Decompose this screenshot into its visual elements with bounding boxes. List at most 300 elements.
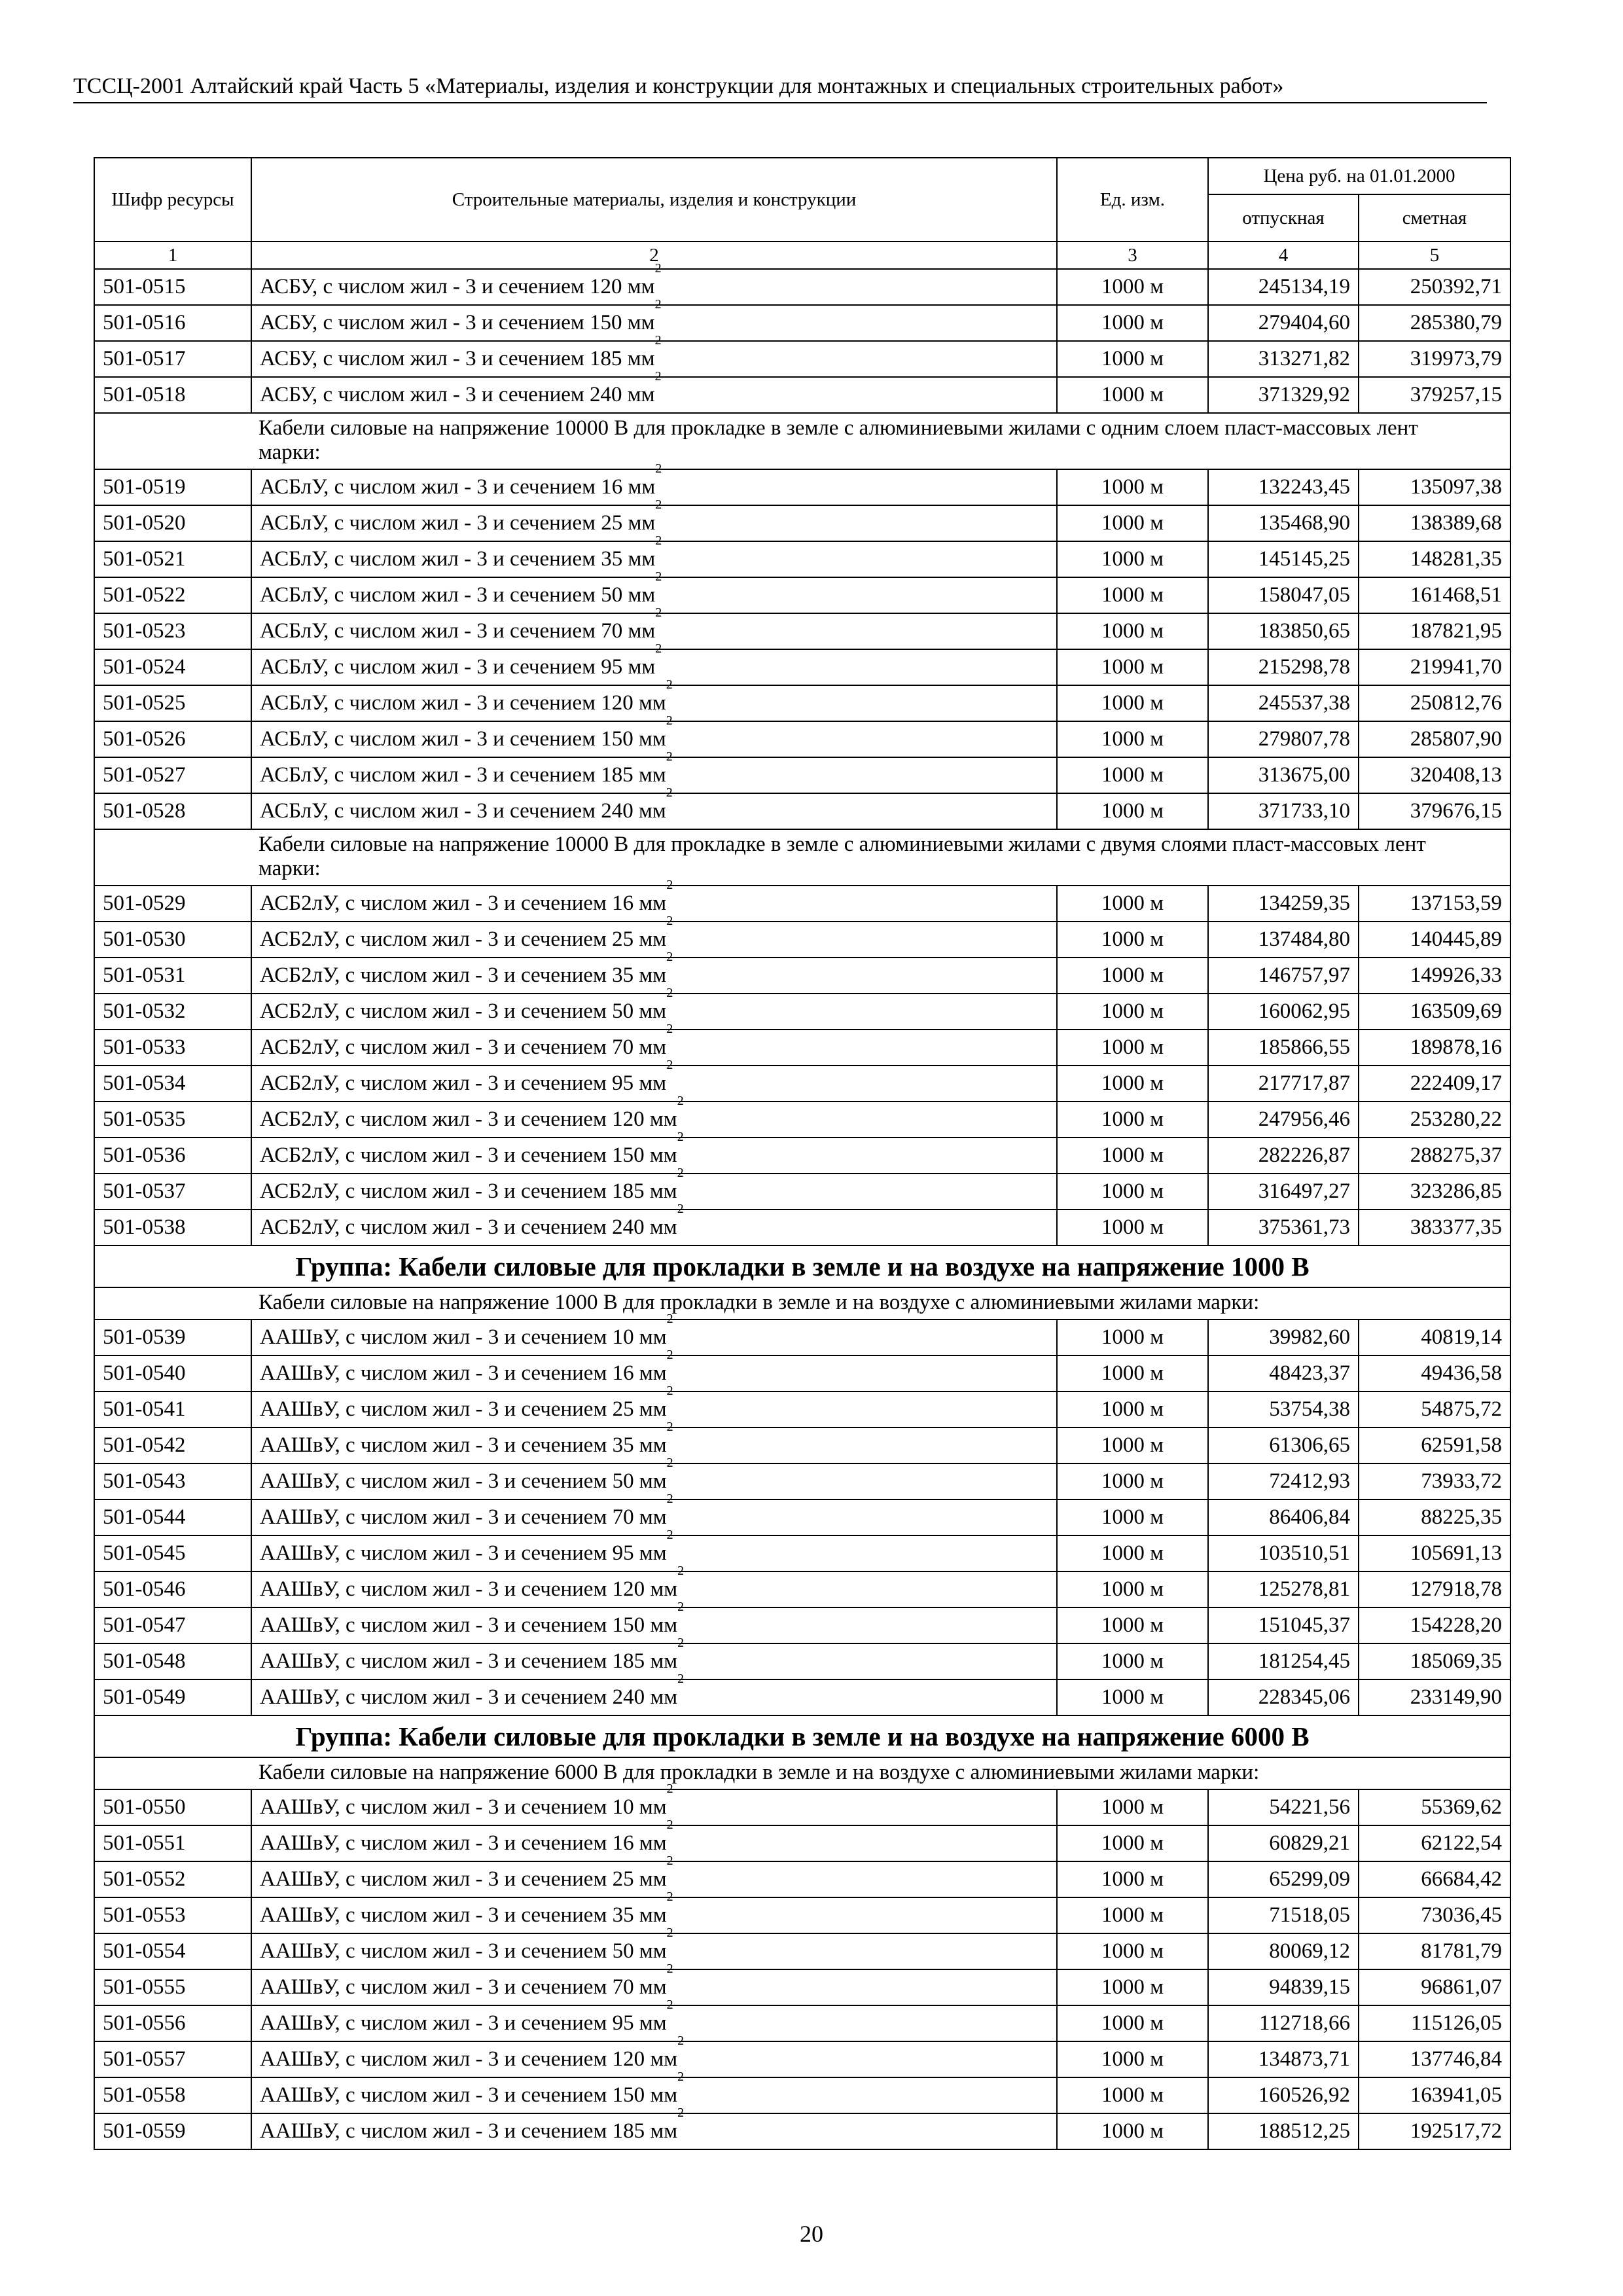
release-price (1208, 649, 1359, 685)
unit-of-measure (1057, 2005, 1208, 2041)
material-name (251, 950, 1057, 994)
unit-of-measure (1057, 1607, 1208, 1643)
superscript-2: 2 (666, 1818, 673, 1832)
release-price (1208, 721, 1359, 757)
unit-of-measure-text: 1000 м (1101, 1867, 1164, 1891)
release-price (1208, 1210, 1359, 1246)
release-price-text: 158047,05 (1258, 583, 1350, 607)
table-row (94, 305, 1510, 341)
release-price-text: 313675,00 (1258, 763, 1350, 787)
unit-of-measure-text: 1000 м (1101, 1613, 1164, 1637)
estimate-price (1359, 1607, 1510, 1643)
estimate-price-text: 189878,16 (1410, 1035, 1502, 1059)
release-price-text: 313271,82 (1258, 347, 1350, 370)
page-number: 20 (800, 2221, 823, 2247)
resource-code (94, 1355, 251, 1391)
release-price-text: 146757,97 (1258, 963, 1350, 987)
material-name-text: ААШвУ, с числом жил - 3 и сечением 120 мм (260, 1577, 678, 1601)
estimate-price-text: 138389,68 (1410, 511, 1502, 535)
superscript-2: 2 (666, 878, 673, 892)
material-name (251, 713, 1057, 757)
material-name-text: ААШвУ, с числом жил - 3 и сечением 240 мм (260, 1685, 678, 1709)
release-price-text: 72412,93 (1269, 1469, 1350, 1493)
unit-of-measure-text: 1000 м (1101, 1975, 1164, 1999)
table-row (94, 2041, 1510, 2077)
release-price (1208, 1607, 1359, 1643)
material-name-text: АСБ2лУ, с числом жил - 3 и сечением 50 мм (260, 999, 667, 1023)
estimate-price-text: 285807,90 (1410, 727, 1502, 751)
resource-code-text: 501-0554 (103, 1939, 186, 1963)
table-row (94, 1499, 1510, 1535)
unit-of-measure (1057, 1102, 1208, 1138)
table-body (94, 242, 1510, 2149)
unit-of-measure-text: 1000 м (1101, 1649, 1164, 1673)
unit-of-measure (1057, 1789, 1208, 1825)
unit-of-measure (1057, 1319, 1208, 1355)
estimate-price-text: 233149,90 (1410, 1685, 1502, 1709)
estimate-price (1359, 305, 1510, 341)
release-price (1208, 886, 1359, 922)
unit-of-measure (1057, 1969, 1208, 2005)
resource-code (94, 469, 251, 505)
table-row (94, 1138, 1510, 1174)
estimate-price (1359, 886, 1510, 922)
material-name (251, 1312, 1057, 1355)
unit-of-measure (1057, 377, 1208, 413)
superscript-2: 2 (654, 333, 662, 348)
price-table (94, 157, 1511, 2150)
table-row (94, 469, 1510, 505)
release-price (1208, 377, 1359, 413)
estimate-price-text: 187821,95 (1410, 619, 1502, 643)
release-price (1208, 613, 1359, 649)
estimate-price-text: 379676,15 (1410, 799, 1502, 823)
release-price (1208, 1174, 1359, 1210)
resource-code-text: 501-0516 (103, 311, 186, 334)
estimate-price (1359, 1499, 1510, 1535)
resource-code (94, 649, 251, 685)
superscript-2: 2 (666, 1962, 673, 1976)
unit-of-measure (1057, 1174, 1208, 1210)
table-row (94, 1210, 1510, 1246)
resource-code (94, 958, 251, 994)
group-row (94, 1246, 1510, 1287)
unit-of-measure-text: 1000 м (1101, 999, 1164, 1023)
estimate-price (1359, 1174, 1510, 1210)
unit-of-measure (1057, 649, 1208, 685)
estimate-price-text: 253280,22 (1410, 1107, 1502, 1131)
material-name-text: АСБУ, с числом жил - 3 и сечением 120 мм (260, 275, 655, 298)
release-price (1208, 2041, 1359, 2077)
material-name (251, 641, 1057, 685)
material-name-text: АСБУ, с числом жил - 3 и сечением 185 мм (260, 347, 655, 370)
material-name (251, 1420, 1057, 1463)
resource-code-text: 501-0558 (103, 2083, 186, 2107)
release-price-text: 151045,37 (1258, 1613, 1350, 1637)
material-name (251, 1854, 1057, 1897)
estimate-price (1359, 1789, 1510, 1825)
resource-code (94, 922, 251, 958)
release-price-text: 145145,25 (1258, 547, 1350, 571)
superscript-2: 2 (666, 1528, 673, 1542)
superscript-2: 2 (654, 297, 662, 312)
resource-code (94, 1319, 251, 1355)
material-name-text: АСБУ, с числом жил - 3 и сечением 240 мм (260, 383, 655, 406)
material-name (251, 461, 1057, 505)
superscript-2: 2 (677, 1600, 685, 1614)
material-name-text: АСБлУ, с числом жил - 3 и сечением 70 мм (260, 619, 656, 643)
material-name (251, 261, 1057, 305)
resource-code-text: 501-0549 (103, 1685, 186, 1709)
unit-of-measure-text: 1000 м (1101, 763, 1164, 787)
release-price-text: 181254,45 (1258, 1649, 1350, 1673)
unit-of-measure-text: 1000 м (1101, 311, 1164, 334)
material-name (251, 2034, 1057, 2077)
release-price (1208, 1499, 1359, 1535)
release-price (1208, 505, 1359, 541)
superscript-2: 2 (677, 1130, 684, 1144)
estimate-price-text: 115126,05 (1410, 2011, 1502, 2035)
superscript-2: 2 (666, 785, 673, 800)
estimate-price (1359, 721, 1510, 757)
resource-code (94, 1066, 251, 1102)
material-name (251, 333, 1057, 377)
release-price-text: 215298,78 (1258, 655, 1350, 679)
estimate-price-text: 319973,79 (1410, 347, 1502, 370)
unit-of-measure (1057, 1643, 1208, 1679)
material-name (251, 1600, 1057, 1643)
release-price-text: 86406,84 (1269, 1505, 1350, 1529)
unit-of-measure (1057, 1679, 1208, 1715)
table-row (94, 922, 1510, 958)
release-price-text: 135468,90 (1258, 511, 1350, 535)
estimate-price (1359, 1643, 1510, 1679)
group-title: Группа: Кабели силовые для прокладки в земле и на воздухе на напряжение 6000 В (295, 1721, 1310, 1751)
material-name-text: ААШвУ, с числом жил - 3 и сечением 35 мм (260, 1433, 667, 1457)
material-name (251, 369, 1057, 413)
subsection-title: Кабели силовые на напряжение 6000 В для прокладки в земле и на воздухе с алюминиевыми жилами марки: (259, 1761, 1260, 1784)
group-cell (94, 1246, 1510, 1287)
column-number: 4 (1208, 242, 1359, 269)
material-name-text: АСБ2лУ, с числом жил - 3 и сечением 185 мм (260, 1179, 677, 1203)
unit-of-measure-text: 1000 м (1101, 1215, 1164, 1239)
unit-of-measure (1057, 958, 1208, 994)
estimate-price-text: 250392,71 (1410, 275, 1502, 298)
subsection-title: Кабели силовые на напряжение 10000 В для прокладке в земле с алюминиевыми жилами с одним слоем пласт-массовых лент марки: (259, 416, 1418, 464)
superscript-2: 2 (655, 605, 662, 620)
estimate-price-text: 88225,35 (1421, 1505, 1502, 1529)
unit-of-measure-text: 1000 м (1101, 655, 1164, 679)
release-price-text: 125278,81 (1258, 1577, 1350, 1601)
material-name (251, 749, 1057, 793)
material-name (251, 1926, 1057, 1969)
material-name-text: ААШвУ, с числом жил - 3 и сечением 35 мм (260, 1903, 667, 1927)
material-name (251, 2070, 1057, 2113)
estimate-price (1359, 1933, 1510, 1969)
resource-code-text: 501-0537 (103, 1179, 186, 1203)
release-price (1208, 1463, 1359, 1499)
estimate-price-text: 73036,45 (1421, 1903, 1502, 1927)
material-name-text: АСБ2лУ, с числом жил - 3 и сечением 35 мм (260, 963, 667, 987)
estimate-price (1359, 922, 1510, 958)
resource-code-text: 501-0553 (103, 1903, 186, 1927)
estimate-price (1359, 1066, 1510, 1102)
subsection-cell (94, 413, 1510, 469)
table-row (94, 1319, 1510, 1355)
table-row (94, 541, 1510, 577)
resource-code (94, 377, 251, 413)
group-row (94, 1715, 1510, 1757)
release-price-text: 54221,56 (1269, 1795, 1350, 1819)
resource-code (94, 1030, 251, 1066)
resource-code-text: 501-0556 (103, 2011, 186, 2035)
material-name-text: АСБлУ, с числом жил - 3 и сечением 150 мм (260, 727, 666, 751)
resource-code-text: 501-0541 (103, 1397, 186, 1421)
release-price (1208, 2005, 1359, 2041)
release-price-text: 247956,46 (1258, 1107, 1350, 1131)
estimate-price-text: 250812,76 (1410, 691, 1502, 715)
release-price-text: 94839,15 (1269, 1975, 1350, 1999)
table-row (94, 505, 1510, 541)
release-price-text: 160062,95 (1258, 999, 1350, 1023)
unit-of-measure (1057, 1210, 1208, 1246)
material-name-text: АСБлУ, с числом жил - 3 и сечением 95 мм (260, 655, 656, 679)
estimate-price-text: 54875,72 (1421, 1397, 1502, 1421)
release-price-text: 39982,60 (1269, 1325, 1350, 1349)
table-row (94, 377, 1510, 413)
release-price (1208, 305, 1359, 341)
resource-code-text: 501-0538 (103, 1215, 186, 1239)
table-row (94, 613, 1510, 649)
resource-code (94, 1933, 251, 1969)
subsection-cell (94, 829, 1510, 886)
table-row (94, 1571, 1510, 1607)
estimate-price (1359, 1391, 1510, 1427)
resource-code (94, 1427, 251, 1463)
material-name (251, 878, 1057, 922)
material-name-text: ААШвУ, с числом жил - 3 и сечением 10 мм (260, 1795, 667, 1819)
material-name (251, 1998, 1057, 2041)
material-name-text: АСБлУ, с числом жил - 3 и сечением 16 мм (260, 475, 656, 499)
material-name (251, 1492, 1057, 1535)
header-release-price: отпускная (1208, 194, 1359, 242)
material-name-text: ААШвУ, с числом жил - 3 и сечением 16 мм (260, 1361, 667, 1385)
estimate-price-text: 137153,59 (1410, 891, 1502, 915)
material-name (251, 1094, 1057, 1138)
release-price-text: 245537,38 (1258, 691, 1350, 715)
superscript-2: 2 (666, 713, 673, 728)
unit-of-measure (1057, 1535, 1208, 1571)
unit-of-measure-text: 1000 м (1101, 1577, 1164, 1601)
material-name-text: ААШвУ, с числом жил - 3 и сечением 120 мм (260, 2047, 678, 2071)
release-price (1208, 1897, 1359, 1933)
estimate-price-text: 163509,69 (1410, 999, 1502, 1023)
superscript-2: 2 (677, 1166, 684, 1180)
group-title: Группа: Кабели силовые для прокладки в земле и на воздухе на напряжение 1000 В (295, 1251, 1310, 1282)
material-name (251, 785, 1057, 829)
release-price (1208, 1138, 1359, 1174)
estimate-price (1359, 1969, 1510, 2005)
estimate-price-text: 383377,35 (1410, 1215, 1502, 1239)
resource-code-text: 501-0531 (103, 963, 186, 987)
superscript-2: 2 (677, 2034, 685, 2048)
table-row (94, 2077, 1510, 2113)
estimate-price-text: 192517,72 (1410, 2119, 1502, 2143)
table-row (94, 1679, 1510, 1715)
estimate-price (1359, 1825, 1510, 1861)
superscript-2: 2 (655, 569, 662, 584)
estimate-price (1359, 1679, 1510, 1715)
superscript-2: 2 (655, 533, 662, 548)
material-name (251, 497, 1057, 541)
resource-code-text: 501-0526 (103, 727, 186, 751)
superscript-2: 2 (666, 950, 673, 964)
estimate-price-text: 49436,58 (1421, 1361, 1502, 1385)
release-price (1208, 1355, 1359, 1391)
table-row (94, 2113, 1510, 2149)
release-price (1208, 1571, 1359, 1607)
resource-code-text: 501-0548 (103, 1649, 186, 1673)
release-price (1208, 685, 1359, 721)
superscript-2: 2 (677, 2070, 685, 2084)
resource-code-text: 501-0545 (103, 1541, 186, 1565)
superscript-2: 2 (655, 641, 662, 656)
unit-of-measure-text: 1000 м (1101, 547, 1164, 571)
material-name-text: ААШвУ, с числом жил - 3 и сечением 95 мм (260, 1541, 667, 1565)
table-row (94, 1174, 1510, 1210)
unit-of-measure (1057, 1825, 1208, 1861)
resource-code (94, 1789, 251, 1825)
material-name (251, 1348, 1057, 1391)
estimate-price-text: 62122,54 (1421, 1831, 1502, 1855)
unit-of-measure-text: 1000 м (1101, 799, 1164, 823)
material-name (251, 1564, 1057, 1607)
unit-of-measure (1057, 1138, 1208, 1174)
estimate-price (1359, 1427, 1510, 1463)
column-numbers-row (94, 242, 1510, 269)
release-price (1208, 2077, 1359, 2113)
subsection-row (94, 829, 1510, 886)
unit-of-measure (1057, 613, 1208, 649)
material-name (251, 2106, 1057, 2149)
release-price (1208, 1861, 1359, 1897)
release-price (1208, 469, 1359, 505)
column-number: 5 (1359, 242, 1510, 269)
table-row (94, 649, 1510, 685)
resource-code (94, 1535, 251, 1571)
material-name-text: АСБлУ, с числом жил - 3 и сечением 50 мм (260, 583, 656, 607)
estimate-price (1359, 1030, 1510, 1066)
material-name (251, 1456, 1057, 1499)
release-price-text: 61306,65 (1269, 1433, 1350, 1457)
column-number: 3 (1057, 242, 1208, 269)
resource-code-text: 501-0559 (103, 2119, 186, 2143)
resource-code-text: 501-0528 (103, 799, 186, 823)
release-price (1208, 1427, 1359, 1463)
unit-of-measure-text: 1000 м (1101, 927, 1164, 951)
release-price (1208, 757, 1359, 793)
release-price (1208, 2113, 1359, 2149)
resource-code (94, 341, 251, 377)
superscript-2: 2 (655, 497, 662, 512)
estimate-price (1359, 505, 1510, 541)
table-row (94, 1607, 1510, 1643)
material-name-text: ААШвУ, с числом жил - 3 и сечением 70 мм (260, 1505, 667, 1529)
release-price (1208, 577, 1359, 613)
superscript-2: 2 (666, 914, 673, 928)
unit-of-measure-text: 1000 м (1101, 1179, 1164, 1203)
superscript-2: 2 (666, 1420, 673, 1434)
release-price (1208, 994, 1359, 1030)
estimate-price-text: 320408,13 (1410, 763, 1502, 787)
superscript-2: 2 (677, 1564, 685, 1578)
subsection-title: Кабели силовые на напряжение 1000 В для прокладки в земле и на воздухе с алюминиевыми жилами марки: (259, 1291, 1260, 1314)
unit-of-measure-text: 1000 м (1101, 1939, 1164, 1963)
release-price (1208, 1789, 1359, 1825)
resource-code-text: 501-0527 (103, 763, 186, 787)
table-row (94, 1066, 1510, 1102)
release-price (1208, 1066, 1359, 1102)
estimate-price (1359, 994, 1510, 1030)
resource-code (94, 305, 251, 341)
unit-of-measure (1057, 1066, 1208, 1102)
material-name-text: АСБ2лУ, с числом жил - 3 и сечением 16 мм (260, 891, 667, 915)
unit-of-measure-text: 1000 м (1101, 2047, 1164, 2071)
resource-code (94, 613, 251, 649)
release-price-text: 134259,35 (1258, 891, 1350, 915)
estimate-price (1359, 341, 1510, 377)
unit-of-measure (1057, 757, 1208, 793)
unit-of-measure-text: 1000 м (1101, 2083, 1164, 2107)
unit-of-measure (1057, 1427, 1208, 1463)
resource-code (94, 1643, 251, 1679)
unit-of-measure-text: 1000 м (1101, 691, 1164, 715)
estimate-price-text: 185069,35 (1410, 1649, 1502, 1673)
unit-of-measure (1057, 2113, 1208, 2149)
unit-of-measure-text: 1000 м (1101, 583, 1164, 607)
resource-code (94, 2041, 251, 2077)
estimate-price (1359, 541, 1510, 577)
estimate-price-text: 81781,79 (1421, 1939, 1502, 1963)
unit-of-measure-text: 1000 м (1101, 275, 1164, 298)
resource-code (94, 793, 251, 829)
resource-code-text: 501-0539 (103, 1325, 186, 1349)
page-header: ТССЦ-2001 Алтайский край Часть 5 «Материалы, изделия и конструкции для монтажных и специальных строительных работ» (73, 73, 1487, 103)
estimate-price (1359, 1535, 1510, 1571)
material-name (251, 1384, 1057, 1427)
release-price-text: 279404,60 (1258, 311, 1350, 334)
resource-code (94, 886, 251, 922)
estimate-price (1359, 2005, 1510, 2041)
resource-code-text: 501-0525 (103, 691, 186, 715)
estimate-price (1359, 577, 1510, 613)
unit-of-measure-text: 1000 м (1101, 1143, 1164, 1167)
estimate-price-text: 154228,20 (1410, 1613, 1502, 1637)
resource-code-text: 501-0544 (103, 1505, 186, 1529)
estimate-price-text: 135097,38 (1410, 475, 1502, 499)
resource-code (94, 1210, 251, 1246)
resource-code-text: 501-0546 (103, 1577, 186, 1601)
superscript-2: 2 (666, 986, 673, 1000)
unit-of-measure (1057, 994, 1208, 1030)
table-row (94, 1969, 1510, 2005)
material-name (251, 1672, 1057, 1715)
table-row (94, 577, 1510, 613)
estimate-price-text: 149926,33 (1410, 963, 1502, 987)
resource-code-text: 501-0552 (103, 1867, 186, 1891)
release-price-text: 112718,66 (1258, 2011, 1350, 2035)
unit-of-measure (1057, 577, 1208, 613)
